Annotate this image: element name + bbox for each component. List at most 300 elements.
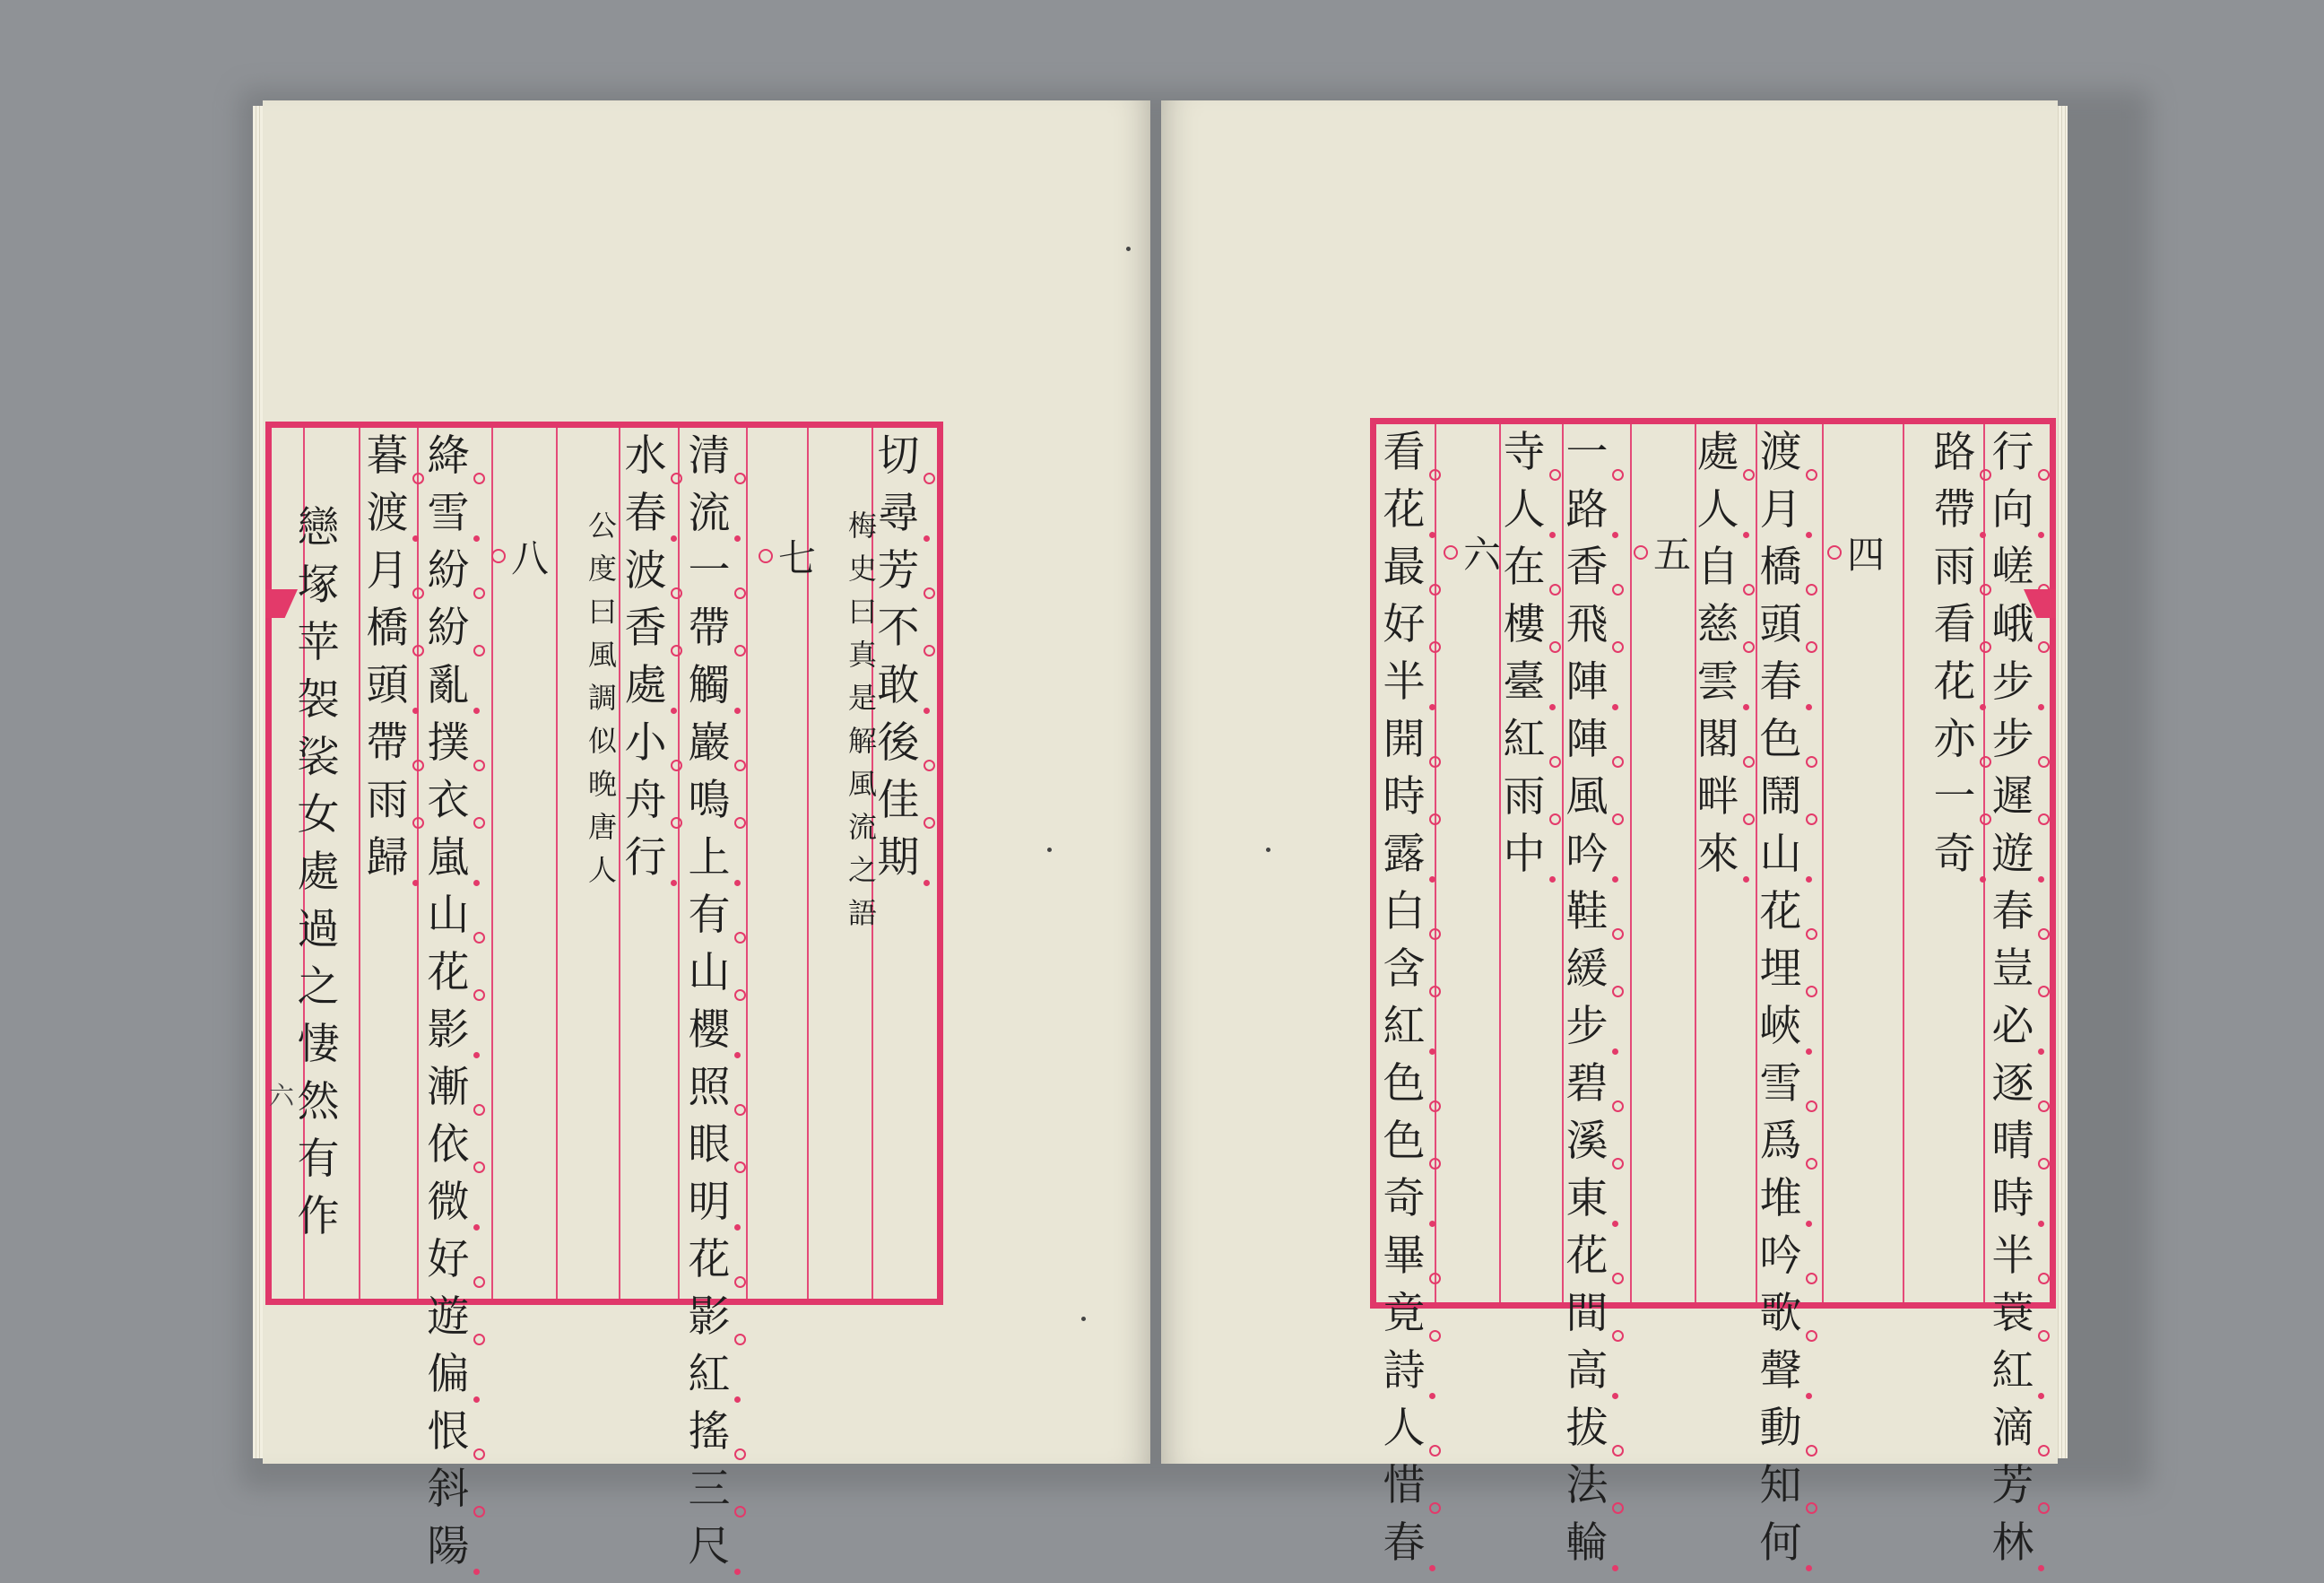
glyph: 撲: [428, 722, 470, 764]
glyph: 有: [689, 894, 731, 936]
punctuation-mark-icon: [473, 880, 480, 886]
glyph: 遊: [428, 1296, 470, 1338]
punctuation-mark-icon: [1743, 469, 1755, 481]
punctuation-mark-icon: [1806, 584, 1817, 596]
punctuation-mark-icon: [1743, 813, 1755, 825]
punctuation-mark-icon: [473, 1448, 485, 1460]
glyph: 碧: [1566, 1063, 1609, 1105]
punctuation-mark-icon: [473, 1334, 485, 1345]
glyph: 真: [848, 638, 878, 672]
glyph: 嵐: [428, 837, 470, 879]
poem-number: 八: [511, 536, 550, 580]
punctuation-mark-icon: [2038, 928, 2050, 940]
punctuation-mark-icon: [734, 817, 746, 829]
punctuation-mark-icon: [734, 645, 746, 657]
punctuation-mark-icon: [1612, 1158, 1624, 1170]
punctuation-mark-icon: [1612, 1565, 1618, 1571]
punctuation-mark-icon: [1612, 1393, 1618, 1399]
glyph: 色: [1383, 1063, 1426, 1105]
punctuation-mark-icon: [1429, 986, 1441, 997]
punctuation-mark-icon: [924, 473, 935, 484]
glyph: 渡: [1760, 431, 1802, 474]
glyph: 春: [1383, 1522, 1426, 1564]
glyph: 舟: [625, 779, 667, 822]
glyph: 蓑: [1992, 1292, 2034, 1335]
circle-mark-icon: [1827, 545, 1842, 560]
column-rule: [1983, 424, 1985, 1302]
glyph: 鳴: [689, 779, 731, 822]
punctuation-mark-icon: [473, 1276, 485, 1288]
punctuation-mark-icon: [473, 989, 485, 1001]
punctuation-mark-icon: [924, 760, 935, 771]
glyph: 路: [1934, 431, 1976, 474]
glyph: 花: [1566, 1235, 1609, 1277]
punctuation-mark-icon: [1806, 1221, 1812, 1227]
punctuation-mark-icon: [473, 708, 480, 714]
punctuation-mark-icon: [1429, 532, 1435, 538]
punctuation-mark-icon: [924, 880, 930, 886]
punctuation-mark-icon: [2038, 1221, 2044, 1227]
punctuation-mark-icon: [1806, 1445, 1817, 1457]
glyph: 山: [689, 952, 731, 994]
glyph: 開: [1383, 718, 1426, 761]
poem-number-heading: [1827, 526, 1885, 579]
glyph: 過: [297, 905, 340, 954]
punctuation-mark-icon: [734, 880, 741, 886]
punctuation-mark-icon: [1743, 756, 1755, 768]
glyph: 曰: [848, 595, 878, 629]
poem-column: [1565, 428, 1609, 1579]
glyph: 紅: [1383, 1005, 1426, 1048]
glyph: 知: [1760, 1465, 1802, 1507]
column-rule: [1822, 424, 1824, 1302]
glyph: 時: [1992, 1178, 2034, 1220]
glyph: 月: [1760, 489, 1802, 531]
glyph: 影: [428, 1009, 470, 1051]
punctuation-mark-icon: [734, 1104, 746, 1116]
punctuation-mark-icon: [1612, 469, 1624, 481]
glyph: 有: [297, 1135, 340, 1184]
punctuation-mark-icon: [1980, 584, 1991, 596]
punctuation-mark-icon: [924, 535, 930, 542]
glyph: 嵯: [1992, 546, 2034, 588]
punctuation-mark-icon: [1806, 469, 1817, 481]
punctuation-mark-icon: [734, 1506, 746, 1518]
glyph: 露: [1383, 833, 1426, 875]
punctuation-mark-icon: [412, 817, 424, 829]
punctuation-mark-icon: [1612, 876, 1618, 883]
glyph: 花: [689, 1239, 731, 1281]
punctuation-mark-icon: [1612, 1445, 1624, 1457]
punctuation-mark-icon: [1612, 584, 1624, 596]
punctuation-mark-icon: [1980, 813, 1991, 825]
punctuation-mark-icon: [1549, 876, 1556, 883]
glyph: 眼: [689, 1124, 731, 1166]
poem-column: [688, 431, 731, 1583]
punctuation-mark-icon: [2038, 584, 2050, 596]
glyph: 芳: [1992, 1465, 2034, 1507]
punctuation-mark-icon: [1612, 532, 1618, 538]
glyph: 雨: [1934, 546, 1976, 588]
punctuation-mark-icon: [473, 1052, 480, 1058]
glyph: 半: [1992, 1235, 2034, 1277]
punctuation-mark-icon: [473, 932, 485, 944]
glyph: 香: [625, 607, 667, 649]
punctuation-mark-icon: [1612, 1048, 1618, 1055]
punctuation-mark-icon: [1612, 704, 1618, 710]
glyph: 調: [588, 681, 618, 715]
glyph: 春: [625, 492, 667, 535]
punctuation-mark-icon: [1429, 1158, 1441, 1170]
commentary-column: [848, 511, 877, 942]
fishtail-ornament: [265, 589, 298, 618]
paper-speck: [1047, 848, 1052, 852]
glyph: 悽: [297, 1020, 340, 1069]
glyph: 豈: [1992, 948, 2034, 990]
glyph: 水: [625, 435, 667, 477]
glyph: 然: [297, 1077, 340, 1126]
glyph: 竟: [1383, 1292, 1426, 1335]
glyph: 橋: [367, 607, 409, 649]
punctuation-mark-icon: [1429, 1330, 1441, 1342]
glyph: 飛: [1566, 604, 1609, 646]
paper-speck: [1081, 1317, 1086, 1321]
glyph: 陽: [428, 1526, 470, 1568]
glyph: 必: [1992, 1005, 2034, 1048]
glyph: 偏: [428, 1353, 470, 1396]
punctuation-mark-icon: [1429, 928, 1441, 940]
glyph: 雨: [1504, 776, 1546, 818]
column-rule: [556, 428, 558, 1299]
glyph: 雪: [428, 492, 470, 535]
glyph: 帶: [1934, 489, 1976, 531]
glyph: 紅: [689, 1353, 731, 1396]
glyph: 解: [848, 724, 878, 758]
commentary-column: [588, 511, 617, 899]
punctuation-mark-icon: [671, 473, 682, 484]
column-rule: [1435, 424, 1436, 1302]
glyph: 清: [689, 435, 731, 477]
glyph: 度: [588, 552, 618, 586]
glyph: 處: [625, 665, 667, 707]
glyph: 紅: [1504, 718, 1546, 761]
glyph: 間: [1566, 1292, 1609, 1335]
punctuation-mark-icon: [473, 535, 480, 542]
glyph: 人: [1697, 489, 1739, 531]
glyph: 風: [1566, 776, 1609, 818]
glyph: 敢: [878, 665, 920, 707]
punctuation-mark-icon: [473, 645, 485, 657]
glyph: 歌: [1760, 1292, 1802, 1335]
punctuation-mark-icon: [2038, 704, 2044, 710]
punctuation-mark-icon: [924, 645, 935, 657]
glyph: 峽: [1760, 1005, 1802, 1048]
glyph: 花: [1383, 489, 1426, 531]
glyph: 好: [428, 1239, 470, 1281]
paper-speck: [1266, 848, 1270, 852]
punctuation-mark-icon: [1612, 1273, 1624, 1284]
glyph: 何: [1760, 1522, 1802, 1564]
glyph: 爲: [1760, 1120, 1802, 1162]
punctuation-mark-icon: [1429, 641, 1441, 653]
punctuation-mark-icon: [671, 760, 682, 771]
glyph: 搖: [689, 1411, 731, 1453]
punctuation-mark-icon: [1612, 1502, 1624, 1514]
glyph: 裟: [297, 733, 340, 782]
glyph: 唐: [588, 810, 618, 844]
column-rule: [746, 428, 748, 1299]
punctuation-mark-icon: [473, 1224, 480, 1231]
glyph: 依: [428, 1124, 470, 1166]
punctuation-mark-icon: [1549, 584, 1561, 596]
punctuation-mark-icon: [473, 473, 485, 484]
punctuation-mark-icon: [1806, 1048, 1812, 1055]
punctuation-mark-icon: [1980, 756, 1991, 768]
glyph: 芳: [878, 550, 920, 592]
punctuation-mark-icon: [734, 1052, 741, 1058]
punctuation-mark-icon: [2038, 1158, 2050, 1170]
column-rule: [619, 428, 620, 1299]
glyph: 不: [878, 607, 920, 649]
glyph: 漸: [428, 1066, 470, 1109]
punctuation-mark-icon: [734, 473, 746, 484]
punctuation-mark-icon: [671, 880, 677, 886]
poem-column: [1933, 428, 1976, 891]
glyph: 一: [1566, 431, 1609, 474]
glyph: 帶: [367, 722, 409, 764]
glyph: 上: [689, 837, 731, 879]
punctuation-mark-icon: [1429, 1221, 1435, 1227]
glyph: 帶: [689, 607, 731, 649]
punctuation-mark-icon: [1549, 532, 1556, 538]
punctuation-mark-icon: [2038, 469, 2050, 481]
glyph: 渡: [367, 492, 409, 535]
glyph: 花: [1760, 891, 1802, 933]
punctuation-mark-icon: [1806, 1158, 1817, 1170]
paper-speck: [1126, 247, 1131, 251]
punctuation-mark-icon: [1980, 641, 1991, 653]
punctuation-mark-icon: [1806, 928, 1817, 940]
punctuation-mark-icon: [734, 760, 746, 771]
poem-number: 五: [1653, 533, 1692, 577]
punctuation-mark-icon: [1806, 986, 1817, 997]
poem-column: [1991, 428, 2034, 1579]
punctuation-mark-icon: [1429, 1445, 1441, 1457]
poem-number: 四: [1847, 533, 1886, 577]
punctuation-mark-icon: [1429, 704, 1435, 710]
punctuation-mark-icon: [2038, 1393, 2044, 1399]
glyph: 在: [1504, 546, 1546, 588]
circle-mark-icon: [759, 549, 773, 563]
glyph: 峨: [1992, 604, 2034, 646]
punctuation-mark-icon: [671, 535, 677, 542]
glyph: 後: [878, 722, 920, 764]
poem-number-heading: [1444, 526, 1501, 579]
glyph: 奇: [1934, 833, 1976, 875]
glyph: 處: [297, 848, 340, 897]
glyph: 畔: [1697, 776, 1739, 818]
poem-column: [877, 431, 920, 894]
glyph: 步: [1992, 718, 2034, 761]
punctuation-mark-icon: [1429, 756, 1441, 768]
glyph: 女: [297, 790, 340, 839]
punctuation-mark-icon: [2038, 876, 2044, 883]
glyph: 行: [625, 837, 667, 879]
glyph: 衣: [428, 779, 470, 822]
punctuation-mark-icon: [1549, 704, 1556, 710]
glyph: 尺: [689, 1526, 731, 1568]
glyph: 期: [878, 837, 920, 879]
punctuation-mark-icon: [1980, 469, 1991, 481]
punctuation-mark-icon: [671, 817, 682, 829]
glyph: 吟: [1566, 833, 1609, 875]
glyph: 逐: [1992, 1063, 2034, 1105]
glyph: 向: [1992, 489, 2034, 531]
punctuation-mark-icon: [473, 1396, 480, 1403]
glyph: 堆: [1760, 1178, 1802, 1220]
glyph: 步: [1566, 1005, 1609, 1048]
punctuation-mark-icon: [734, 535, 741, 542]
glyph: 雪: [1760, 1063, 1802, 1105]
punctuation-mark-icon: [734, 1448, 746, 1460]
punctuation-mark-icon: [734, 708, 741, 714]
punctuation-mark-icon: [412, 645, 424, 657]
punctuation-mark-icon: [1612, 986, 1624, 997]
glyph: 一: [689, 550, 731, 592]
punctuation-mark-icon: [1612, 1330, 1624, 1342]
poem-column: [297, 503, 340, 1253]
punctuation-mark-icon: [1429, 1273, 1441, 1284]
glyph: 小: [625, 722, 667, 764]
punctuation-mark-icon: [1429, 584, 1441, 596]
glyph: 看: [1383, 431, 1426, 474]
glyph: 曰: [588, 595, 618, 629]
glyph: 看: [1934, 604, 1976, 646]
punctuation-mark-icon: [473, 1104, 485, 1116]
punctuation-mark-icon: [2038, 1273, 2050, 1284]
punctuation-mark-icon: [1429, 469, 1441, 481]
glyph: 紛: [428, 550, 470, 592]
glyph: 緩: [1566, 948, 1609, 990]
glyph: 晴: [1992, 1120, 2034, 1162]
punctuation-mark-icon: [2038, 641, 2050, 653]
circle-mark-icon: [1634, 545, 1648, 560]
punctuation-mark-icon: [1743, 704, 1749, 710]
punctuation-mark-icon: [734, 1161, 746, 1173]
column-rule: [678, 428, 680, 1299]
punctuation-mark-icon: [1429, 1048, 1435, 1055]
punctuation-mark-icon: [412, 880, 419, 886]
punctuation-mark-icon: [734, 1224, 741, 1231]
glyph: 晚: [588, 767, 618, 801]
page-number: 六: [269, 1081, 295, 1110]
glyph: 中: [1504, 833, 1546, 875]
glyph: 橋: [1760, 546, 1802, 588]
glyph: 樓: [1504, 604, 1546, 646]
glyph: 春: [1992, 891, 2034, 933]
glyph: 明: [689, 1181, 731, 1223]
glyph: 最: [1383, 546, 1426, 588]
column-rule: [359, 428, 360, 1299]
glyph: 法: [1566, 1465, 1609, 1507]
glyph: 陣: [1566, 718, 1609, 761]
circle-mark-icon: [491, 549, 506, 563]
punctuation-mark-icon: [1612, 813, 1624, 825]
glyph: 鬧: [1760, 776, 1802, 818]
punctuation-mark-icon: [1429, 1565, 1435, 1571]
punctuation-mark-icon: [412, 587, 424, 599]
glyph: 慈: [1697, 604, 1739, 646]
punctuation-mark-icon: [734, 1276, 746, 1288]
glyph: 山: [1760, 833, 1802, 875]
glyph: 閣: [1697, 718, 1739, 761]
poem-column: [366, 431, 409, 894]
glyph: 東: [1566, 1178, 1609, 1220]
punctuation-mark-icon: [412, 708, 419, 714]
punctuation-mark-icon: [1429, 1502, 1441, 1514]
column-rule: [1562, 424, 1564, 1302]
glyph: 紅: [1992, 1350, 2034, 1392]
glyph: 花: [428, 952, 470, 994]
punctuation-mark-icon: [1806, 876, 1812, 883]
glyph: 風: [588, 638, 618, 672]
glyph: 吟: [1760, 1235, 1802, 1277]
punctuation-mark-icon: [1806, 1100, 1817, 1112]
punctuation-mark-icon: [2038, 1048, 2044, 1055]
glyph: 臺: [1504, 661, 1546, 703]
punctuation-mark-icon: [473, 760, 485, 771]
punctuation-mark-icon: [734, 1396, 741, 1403]
glyph: 陣: [1566, 661, 1609, 703]
glyph: 流: [848, 810, 878, 844]
punctuation-mark-icon: [1980, 704, 1986, 710]
column-rule: [417, 428, 419, 1299]
glyph: 時: [1383, 776, 1426, 818]
poem-column: [427, 431, 470, 1583]
glyph: 袈: [297, 675, 340, 725]
glyph: 斜: [428, 1468, 470, 1510]
poem-column: [624, 431, 667, 894]
glyph: 觸: [689, 665, 731, 707]
punctuation-mark-icon: [1429, 1393, 1435, 1399]
punctuation-mark-icon: [1980, 876, 1986, 883]
punctuation-mark-icon: [924, 587, 935, 599]
punctuation-mark-icon: [1549, 469, 1561, 481]
glyph: 色: [1760, 718, 1802, 761]
glyph: 影: [689, 1296, 731, 1338]
glyph: 尋: [878, 492, 920, 535]
glyph: 惜: [1383, 1465, 1426, 1507]
punctuation-mark-icon: [1806, 1330, 1817, 1342]
glyph: 月: [367, 550, 409, 592]
glyph: 動: [1760, 1407, 1802, 1449]
glyph: 林: [1992, 1522, 2034, 1564]
column-rule: [1903, 424, 1904, 1302]
punctuation-mark-icon: [1429, 876, 1435, 883]
glyph: 行: [1992, 431, 2034, 474]
punctuation-mark-icon: [734, 1569, 741, 1575]
glyph: 戀: [297, 503, 340, 552]
glyph: 頭: [367, 665, 409, 707]
punctuation-mark-icon: [1612, 1100, 1624, 1112]
poem-number: 七: [778, 536, 817, 580]
glyph: 人: [588, 853, 618, 887]
glyph: 歸: [367, 837, 409, 879]
poem-column: [1759, 428, 1802, 1579]
punctuation-mark-icon: [671, 587, 682, 599]
punctuation-mark-icon: [1743, 584, 1755, 596]
punctuation-mark-icon: [734, 1334, 746, 1345]
